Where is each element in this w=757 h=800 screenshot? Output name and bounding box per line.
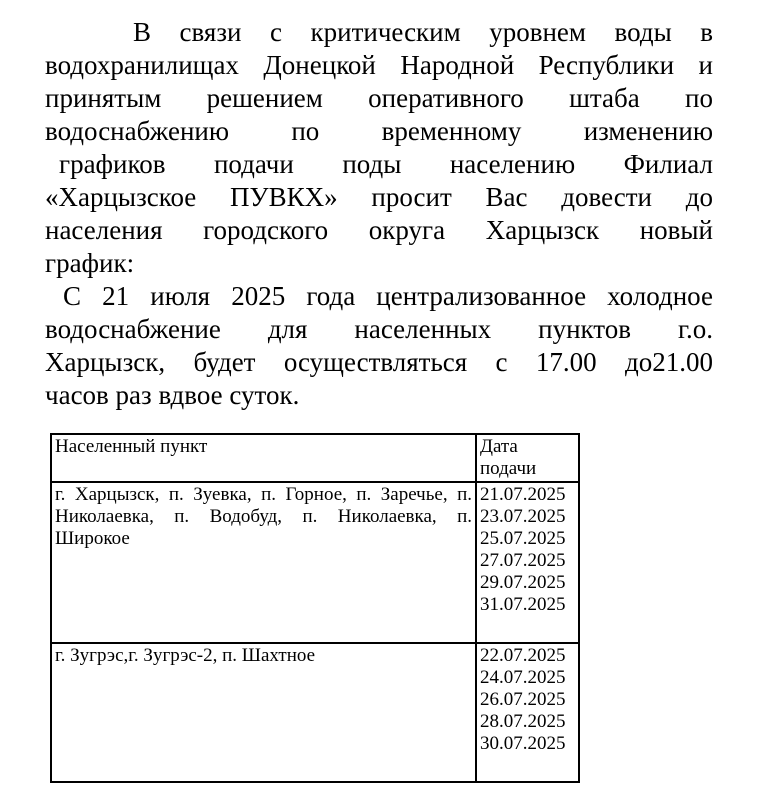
paragraph-line: В связи с критическим уровнем воды в bbox=[133, 17, 713, 47]
date-entry: 28.07.2025 bbox=[480, 711, 566, 732]
paragraph-line: «Харцызское ПУВКХ» просит Вас довести до bbox=[45, 182, 713, 212]
header-settlement: Населенный пункт bbox=[51, 434, 476, 482]
paragraph-line: часов раз вдвое суток. bbox=[45, 380, 300, 410]
paragraph-line: водохранилищах Донецкой Народной Республики и bbox=[45, 50, 713, 80]
paragraph-line: графиков подачи поды населению Филиал bbox=[59, 149, 713, 179]
settlement-cell bbox=[51, 482, 476, 643]
settlement-cell bbox=[51, 643, 476, 782]
paragraph-line: водоснабжению по временному изменению bbox=[45, 116, 713, 146]
date-entry: 31.07.2025 bbox=[480, 594, 566, 615]
date-entry: 26.07.2025 bbox=[480, 689, 566, 710]
date-entry: 30.07.2025 bbox=[480, 733, 566, 754]
date-entry: 21.07.2025 bbox=[480, 484, 566, 505]
date-entry: 25.07.2025 bbox=[480, 528, 566, 549]
water-schedule-table bbox=[50, 433, 580, 783]
date-cell bbox=[476, 643, 579, 782]
date-entry: 22.07.2025 bbox=[480, 645, 566, 666]
table-row bbox=[51, 643, 579, 782]
paragraph-line: водоснабжение для населенных пунктов г.о. bbox=[45, 314, 713, 344]
paragraph-line: график: bbox=[45, 248, 135, 278]
paragraph-line: С 21 июля 2025 года централизованное холодное bbox=[63, 281, 713, 311]
date-cell bbox=[476, 482, 579, 643]
date-entry: 23.07.2025 bbox=[480, 506, 566, 527]
settlement-line: Широкое bbox=[55, 528, 130, 549]
table-row bbox=[51, 482, 579, 643]
settlement-line: Николаевка, п. Водобуд, п. Николаевка, п. bbox=[55, 506, 472, 527]
paragraph-line: населения городского округа Харцызск новый bbox=[45, 215, 713, 245]
settlement-line: г. Харцызск, п. Зуевка, п. Горное, п. Заречье, п. bbox=[55, 484, 472, 505]
settlement-line: г. Зугрэс,г. Зугрэс-2, п. Шахтное bbox=[55, 645, 316, 666]
date-entry: 24.07.2025 bbox=[480, 667, 566, 688]
table-header-row bbox=[51, 434, 579, 482]
paragraph-line: принятым решением оперативного штаба по bbox=[45, 83, 713, 113]
header-date: Дата подачи bbox=[476, 434, 579, 482]
paragraph-line: Харцызск, будет осуществляться с 17.00 до21.00 bbox=[45, 347, 713, 377]
date-entry: 29.07.2025 bbox=[480, 572, 566, 593]
date-entry: 27.07.2025 bbox=[480, 550, 566, 571]
